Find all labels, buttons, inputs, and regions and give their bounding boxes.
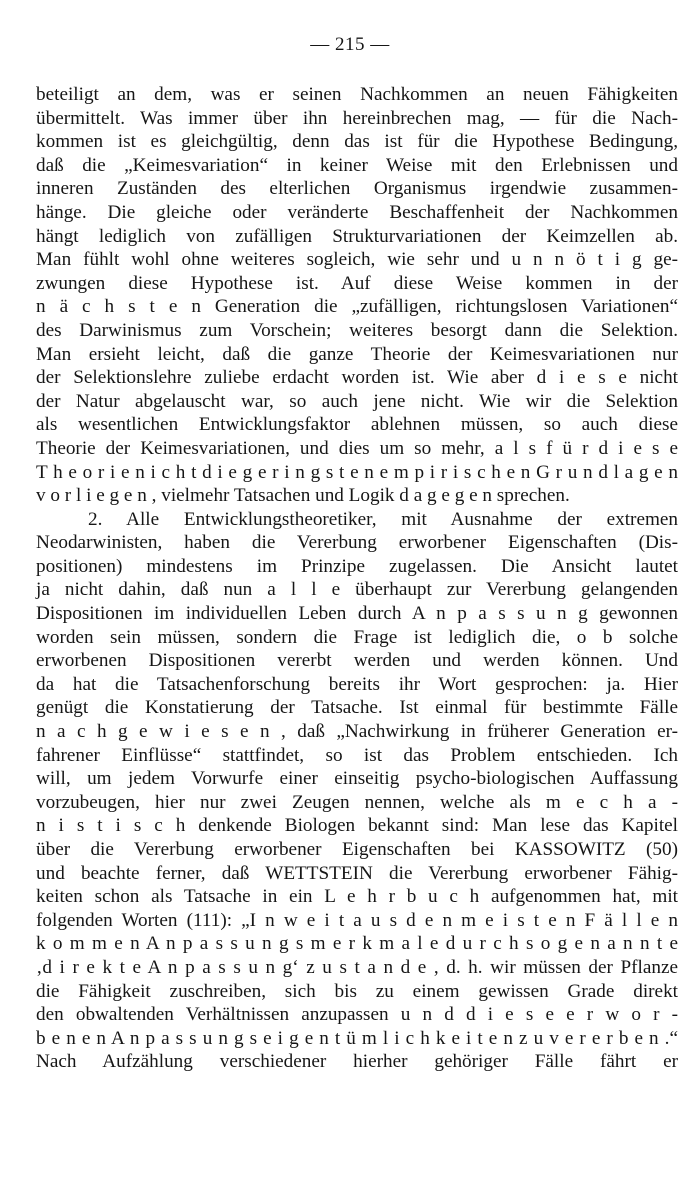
text-line: k o m m e n A n p a s s u n g s m e r k m a l e d u r c h s o g e n a n n t e (36, 933, 678, 955)
text-line: der Selektionslehre zuliebe erdacht worden ist. Wie aber d i e s e nicht (36, 367, 678, 389)
text-line: der Natur abgelauscht war, so auch jene nicht. Wie wir die Selektion (36, 390, 678, 412)
text-line: n a c h g e w i e s e n , daß „Nachwirkung in früherer Generation er- (36, 721, 678, 743)
text-line: T h e o r i e n i c h t d i e g e r i n g s t e n e m p i r i s c h e n G r u n d l a g e n (36, 461, 678, 483)
text-line: b e n e n A n p a s s u n g s e i g e n t ü m l i c h k e i t e n z u v e r e r b e n .“ (36, 1027, 678, 1049)
body-text (36, 83, 678, 1074)
text-line: und beachte ferner, daß WETTSTEIN die Vererbung erworbener Fähig- (36, 862, 678, 884)
text-line: n ä c h s t e n Generation die „zufälligen, richtungslosen Variationen“ (36, 296, 678, 318)
text-line: ‚d i r e k t e A n p a s s u n g‘ z u s t a n d e , d. h. wir müssen der Pflanze (36, 956, 678, 978)
text-line: genügt die Konstatierung der Tatsache. Ist einmal für bestimmte Fälle (36, 697, 678, 719)
text-line: hängt lediglich von zufälligen Strukturvariationen der Keimzellen ab. (36, 225, 678, 247)
text-line: Neodarwinisten, haben die Vererbung erworbener Eigenschaften (Dis- (36, 532, 678, 554)
text-line: folgenden Worten (111): „I n w e i t a u s d e n m e i s t e n F ä l l e n (36, 909, 678, 931)
text-line: über die Vererbung erworbener Eigenschaften bei KASSOWITZ (50) (36, 839, 678, 860)
text-line: will, um jedem Vorwurfe einer einseitig psycho-biologischen Auffassung (36, 768, 678, 790)
text-line: beteiligt an dem, was er seinen Nachkommen an neuen Fähigkeiten (36, 84, 678, 105)
text-line: n i s t i s c h denkende Biologen bekannt sind: Man lese das Kapitel (36, 815, 678, 837)
text-line: als wesentlichen Entwicklungsfaktor ablehnen müssen, so auch diese (36, 414, 678, 436)
text-line: Theorie der Keimesvariationen, und dies um so mehr, a l s f ü r d i e s e (36, 437, 678, 459)
text-line: inneren Zuständen des elterlichen Organismus irgendwie zusammen- (36, 178, 678, 200)
text-line: des Darwinismus zum Vorschein; weiteres besorgt dann die Selektion. (36, 319, 678, 341)
text-line: v o r l i e g e n , vielmehr Tatsachen und Logik d a g e g e n sprechen. (36, 485, 570, 507)
text-line: da hat die Tatsachenforschung bereits ihr Wort gesprochen: ja. Hier (36, 673, 678, 695)
text-line: ja nicht dahin, daß nun a l l e überhaupt zur Vererbung gelangenden (36, 579, 678, 601)
text-line: zwungen diese Hypothese ist. Auf diese Weise kommen in der (36, 272, 678, 294)
text-line: Man fühlt wohl ohne weiteres sogleich, wie sehr und u n n ö t i g ge- (36, 249, 678, 271)
paragraph-start-line: 2. Alle Entwicklungstheoretiker, mit Ausnahme der extremen (88, 508, 678, 530)
page-number: — 215 — (310, 34, 390, 55)
text-line: die Fähigkeit zuschreiben, sich bis zu einem gewissen Grade direkt (36, 980, 678, 1002)
text-line: worden sein müssen, sondern die Frage ist lediglich die, o b solche (36, 626, 678, 648)
text-line: daß die „Keimesvariation“ in keiner Weise mit den Erlebnissen und (36, 154, 678, 176)
text-line: kommen ist es gleichgültig, denn das ist für die Hypothese Bedingung, (36, 131, 678, 153)
text-line: fahrener Einflüsse“ stattfindet, so ist das Problem entschieden. Ich (36, 744, 678, 766)
text-line: hänge. Die gleiche oder veränderte Beschaffenheit der Nachkommen (36, 201, 678, 223)
text-line: übermittelt. Was immer über ihn hereinbrechen mag, — für die Nach- (36, 107, 678, 129)
text-line: Dispositionen im individuellen Leben durch A n p a s s u n g gewonnen (36, 603, 678, 625)
text-line: positionen) mindestens im Prinzipe zugelassen. Die Ansicht lautet (36, 555, 678, 577)
text-line: vorzubeugen, hier nur zwei Zeugen nennen, welche als m e c h a - (36, 791, 678, 813)
text-line: keiten schon als Tatsache in ein L e h r b u c h aufgenommen hat, mit (36, 886, 678, 908)
text-line: den obwaltenden Verhältnissen anzupassen u n d d i e s e e r w o r - (36, 1004, 678, 1026)
text-line: Man ersieht leicht, daß die ganze Theorie der Keimesvariationen nur (36, 343, 678, 365)
text-line: Nach Aufzählung verschiedener hierher gehöriger Fälle fährt er (36, 1051, 678, 1073)
text-line: erworbenen Dispositionen vererbt werden und werden können. Und (36, 650, 678, 672)
